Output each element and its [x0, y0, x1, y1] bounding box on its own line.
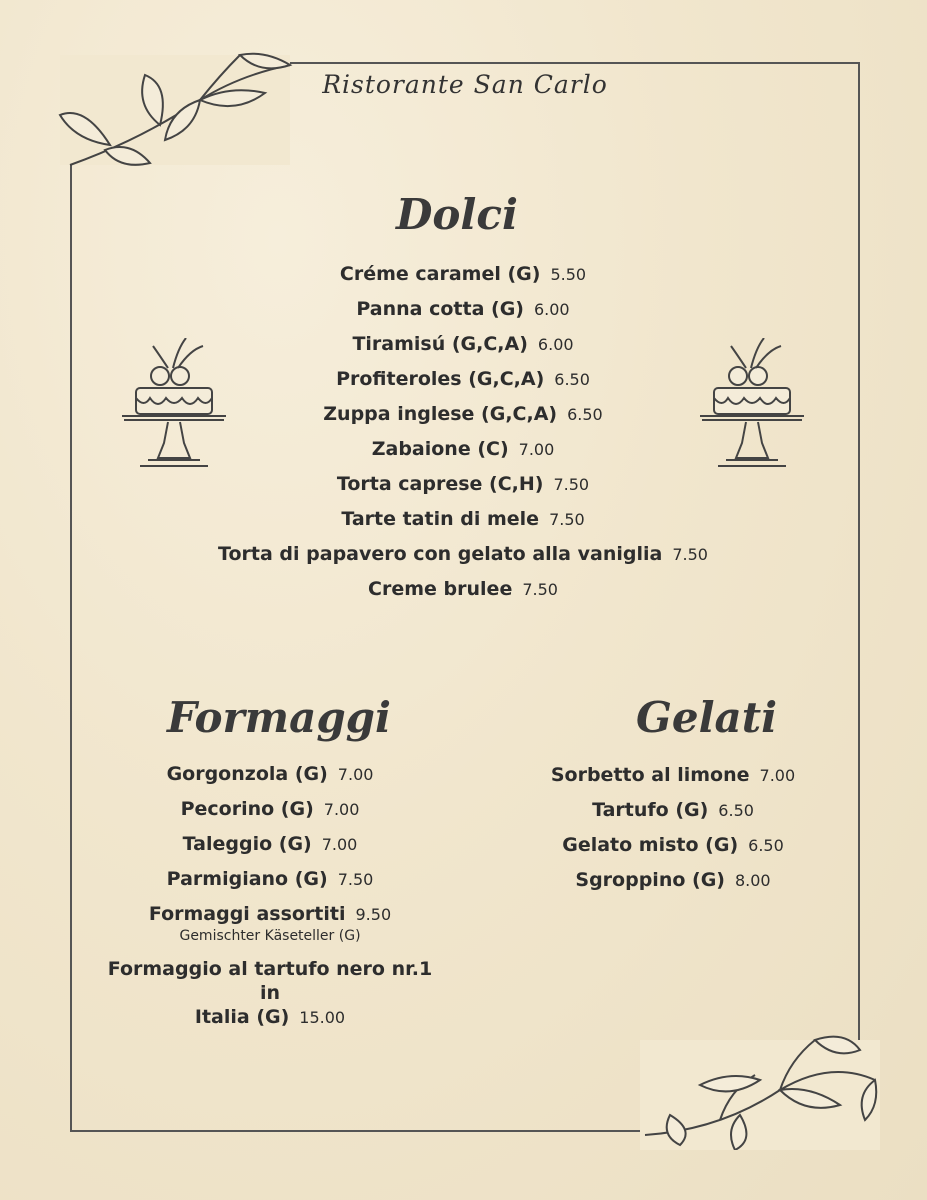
item-price: 7.50 — [672, 545, 708, 564]
menu-item — [110, 827, 430, 862]
item-name: Tiramisú (G,C,A) — [352, 333, 528, 355]
menu-item — [110, 862, 430, 897]
item-name-line1: Formaggio al tartufo nero nr.1 in — [107, 958, 433, 1004]
item-name: Zuppa inglese (G,C,A) — [323, 403, 558, 425]
menu-item — [163, 467, 763, 502]
item-name: Torta caprese (C,H) — [336, 473, 544, 495]
formaggi-title: Formaggi — [167, 693, 392, 742]
item-name: Sgroppino (G) — [575, 869, 725, 891]
item-name: Creme brulee — [368, 578, 513, 600]
item-price: 7.50 — [553, 475, 590, 494]
item-price: 7.00 — [337, 765, 374, 784]
item-name: Gorgonzola (G) — [166, 763, 328, 785]
gelati-title: Gelati — [636, 693, 778, 742]
menu-item — [163, 292, 763, 327]
item-price: 15.00 — [299, 1008, 346, 1027]
item-name: Panna cotta (G) — [356, 298, 524, 320]
item-name: Profiteroles (G,C,A) — [336, 368, 545, 390]
item-name: Tartufo (G) — [592, 799, 709, 821]
item-price: 8.00 — [734, 871, 771, 890]
item-price: 6.50 — [748, 836, 784, 855]
item-price: 6.50 — [718, 801, 754, 820]
item-price: 6.00 — [533, 300, 570, 319]
formaggi-tartufo — [100, 957, 440, 1030]
item-name: Sorbetto al limone — [550, 764, 750, 786]
item-name: Tarte tatin di mele — [341, 508, 540, 530]
item-price: 6.00 — [537, 335, 574, 354]
item-price: 7.50 — [522, 580, 558, 599]
menu-item — [163, 537, 763, 572]
menu-item — [523, 793, 823, 828]
menu-item — [163, 397, 763, 432]
item-price: 7.50 — [337, 870, 374, 889]
item-subtitle: Gemischter Käseteller (G) — [179, 928, 361, 944]
menu-item — [163, 257, 763, 292]
item-price: 7.00 — [518, 440, 555, 459]
item-name: Créme caramel (G) — [339, 263, 541, 285]
formaggi-list — [110, 757, 430, 897]
item-name: Zabaione (C) — [371, 438, 509, 460]
item-price: 7.00 — [759, 766, 796, 785]
menu-item — [110, 792, 430, 827]
menu-item — [163, 327, 763, 362]
menu-item — [163, 572, 763, 607]
dolci-list — [163, 257, 763, 607]
menu-item — [523, 828, 823, 863]
menu-item — [523, 758, 823, 793]
dolci-title: Dolci — [396, 190, 518, 239]
item-name: Gelato misto (G) — [562, 834, 739, 856]
item-name-line2: Italia (G) — [194, 1006, 290, 1028]
menu-item — [163, 432, 763, 467]
formaggi-assortiti — [110, 902, 430, 945]
leaf-branch-icon — [50, 45, 295, 170]
item-name: Formaggi assortiti — [148, 903, 346, 925]
menu-item — [523, 863, 823, 898]
restaurant-name: Ristorante San Carlo — [322, 70, 608, 99]
menu-item — [163, 502, 763, 537]
item-price: 7.00 — [323, 800, 360, 819]
item-name: Parmigiano (G) — [166, 868, 328, 890]
menu-item — [163, 362, 763, 397]
item-name: Torta di papavero con gelato alla vaniglia — [218, 543, 663, 565]
item-price: 7.50 — [549, 510, 585, 529]
item-price: 5.50 — [550, 265, 587, 284]
item-price: 9.50 — [355, 905, 392, 924]
item-price: 6.50 — [567, 405, 603, 424]
item-price: 7.00 — [321, 835, 358, 854]
item-price: 6.50 — [554, 370, 590, 389]
menu-item — [110, 757, 430, 792]
item-name: Pecorino (G) — [180, 798, 314, 820]
item-name: Taleggio (G) — [182, 833, 312, 855]
leaf-branch-icon — [640, 1020, 885, 1150]
gelati-list — [523, 758, 823, 898]
